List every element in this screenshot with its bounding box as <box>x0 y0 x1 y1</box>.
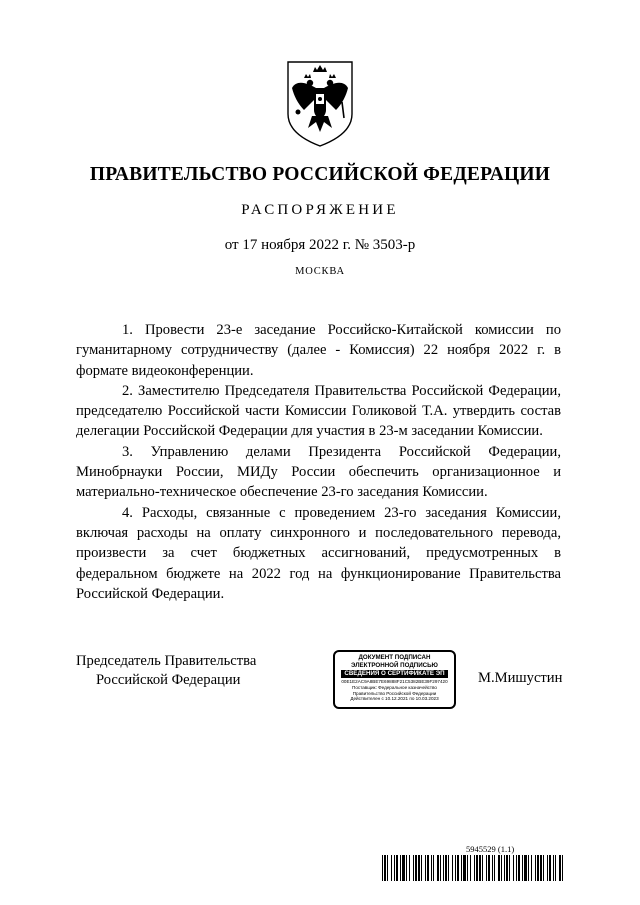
page-title: ПРАВИТЕЛЬСТВО РОССИЙСКОЙ ФЕДЕРАЦИИ <box>89 164 551 185</box>
signatory-name: М.Мишустин <box>478 670 563 686</box>
document-date-number: от 17 ноября 2022 г. № 3503-р <box>224 237 416 253</box>
stamp-validity: Действителен с 10.12.2021 по 10.03.2023 <box>350 696 439 702</box>
paragraph-2: 2. Заместителю Председателя Правительства Российской Федерации, председателю Российской части Комиссии Голиковой Т.А. утвердить состав делегации Российской Федерации для участия в 23-м заседании Комиссии. <box>76 382 561 440</box>
stamp-line2: ЭЛЕКТРОННОЙ ПОДПИСЬЮ <box>351 661 438 669</box>
stamp-certificate-header: СВЕДЕНИЯ О СЕРТИФИКАТЕ ЭП <box>341 670 448 678</box>
paragraph-3: 3. Управлению делами Президента Российской Федерации, Минобрнауки России, МИДу России обеспечить организационное и материально-техническое обеспечение 23-го заседания Комиссии. <box>76 443 561 501</box>
paragraph-4: 4. Расходы, связанные с проведением 23-го заседания Комиссии, включая расходы на оплату синхронного и последовательного перевода, произвести за счет бюджетных ассигнований, предусмотренных в федеральном бюджете на 2022 год на функционирование Правительства Российской Федерации. <box>76 504 561 602</box>
paragraph-1: 1. Провести 23-е заседание Российско-Китайской комиссии по гуманитарному сотрудничеству (далее - Комиссия) 22 ноября 2022 г. в формате видеоконференции. <box>76 322 561 379</box>
stamp-owner: Правительство Российской Федерации <box>352 690 437 696</box>
stamp-supplier: Поставщик: Федеральное казначейство <box>352 684 437 690</box>
stamp-line1: ДОКУМЕНТ ПОДПИСАН <box>358 654 431 661</box>
document-body <box>76 320 561 604</box>
signatory-position <box>76 652 256 690</box>
barcode-icon <box>382 855 564 881</box>
electronic-signature-stamp <box>333 650 456 709</box>
russian-coat-of-arms-icon <box>282 58 358 148</box>
document-type: РАСПОРЯЖЕНИЕ <box>241 202 399 218</box>
barcode-number: 5945529 (1.1) <box>466 844 515 854</box>
document-city: МОСКВА <box>295 266 345 277</box>
stamp-serial: 00E1E2AC9A8BE7E69888F21C5382BE39F297420 <box>341 679 448 684</box>
signatory-position-line1: Председатель Правительства <box>76 653 257 669</box>
signatory-position-line2: Российской Федерации <box>96 672 241 688</box>
